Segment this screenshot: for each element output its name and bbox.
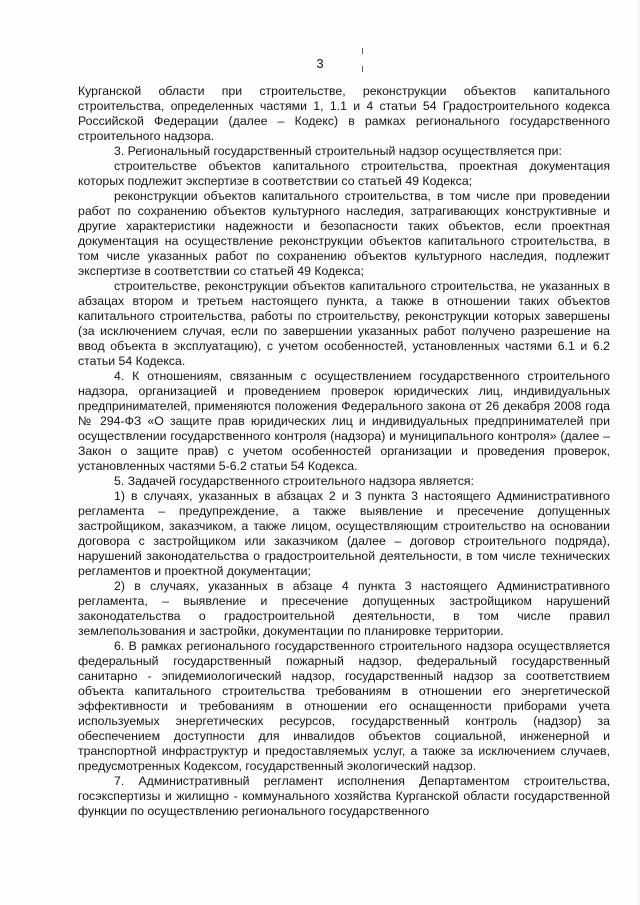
scan-edge: [636, 0, 640, 905]
paragraph: 6. В рамках регионального государственного строительного надзора осуществляется федеральный государственный пожарный надзор, федеральный государственный санитарно - эпидемиологический надзор, государственный надзор за соответствием объекта капитального строительства требованиям в отношении его энергетической эффективности и требованиям в отношении его оснащенности приборами учета используемых энергетических ресурсов, государственный контроль (надзор) за обеспечением доступности для инвалидов объектов социальной, инженерной и транспортной инфраструктур и предоставляемых услуг, а также за исключением случаев, предусмотренных Кодексом, государственный экологический надзор.: [78, 639, 610, 773]
paragraph: 7. Административный регламент исполнения Департаментом строительства, госэкспертизы и жилищно - коммунального хозяйства Курганской области государственной функции по осуществлению регионального государственного: [78, 774, 610, 818]
paragraph: 2) в случаях, указанных в абзаце 4 пункта 3 настоящего Административного регламента, – выявление и пресечение допущенных застройщиком нарушений законодательства о градостроительной деятельности, в том числе правил землепользования и застройки, документации по планировке территории.: [78, 579, 610, 638]
paragraph: реконструкции объектов капитального строительства, в том числе при проведении работ по сохранению объектов культурного наследия, затрагивающих конструктивные и другие характеристики надежности и безопасности таких объектов, если проектная документация на осуществление реконструкции объектов капитального строительства, в том числе указанных работ по сохранению объектов культурного наследия, подлежит экспертизе в соответствии со статьей 49 Кодекса;: [78, 189, 610, 278]
paragraph: 5. Задачей государственного строительного надзора является:: [114, 474, 474, 488]
page-number: 3: [316, 56, 324, 71]
paragraph: 3. Региональный государственный строительный надзор осуществляется при:: [114, 144, 562, 158]
paragraph: 1) в случаях, указанных в абзацах 2 и 3 пункта 3 настоящего Административного регламента – предупреждение, а также выявление и пресечение допущенных застройщиком, заказчиком, а также лицом, осуществляющим строительство на основании договора с застройщиком или заказчиком (далее – договор строительного подряда), нарушений законодательства о градостроительной деятельности, в том числе технических регламентов и проектной документации;: [78, 489, 610, 578]
paragraph: Курганской области при строительстве, реконструкции объектов капитального строительства, определенных частями 1, 1.1 и 4 статьи 54 Градостроительного кодекса Российской Федерации (далее – Кодекс) в рамках регионального государственного строительного надзора.: [78, 84, 610, 143]
document-body: [78, 84, 610, 819]
paragraph: 4. К отношениям, связанным с осуществлением государственного строительного надзора, организацией и проведением проверок юридических лиц, индивидуальных предпринимателей, применяются положения Федерального закона от 26 декабря 2008 года № 294-ФЗ «О защите прав юридических лиц и индивидуальных предпринимателей при осуществлении государственного контроля (надзора) и муниципального контроля» (далее – Закон о защите прав) с учетом особенностей организации и проведения проверок, установленных частями 5-6.2 статьи 54 Кодекса.: [78, 369, 610, 473]
paragraph: строительстве, реконструкции объектов капитального строительства, не указанных в абзацах втором и третьем настоящего пункта, а также в отношении таких объектов капитального строительства, работы по строительству, реконструкции которых завершены (за исключением случая, если по завершении указанных работ получено разрешение на ввод объекта в эксплуатацию), с учетом особенностей, установленных частями 6.1 и 6.2 статьи 54 Кодекса.: [78, 279, 610, 368]
scan-mark-top: [362, 48, 363, 54]
scan-mark-bottom: [362, 66, 363, 72]
paragraph: строительстве объектов капитального строительства, проектная документация которых подлежит экспертизе в соответствии со статьей 49 Кодекса;: [78, 159, 610, 188]
